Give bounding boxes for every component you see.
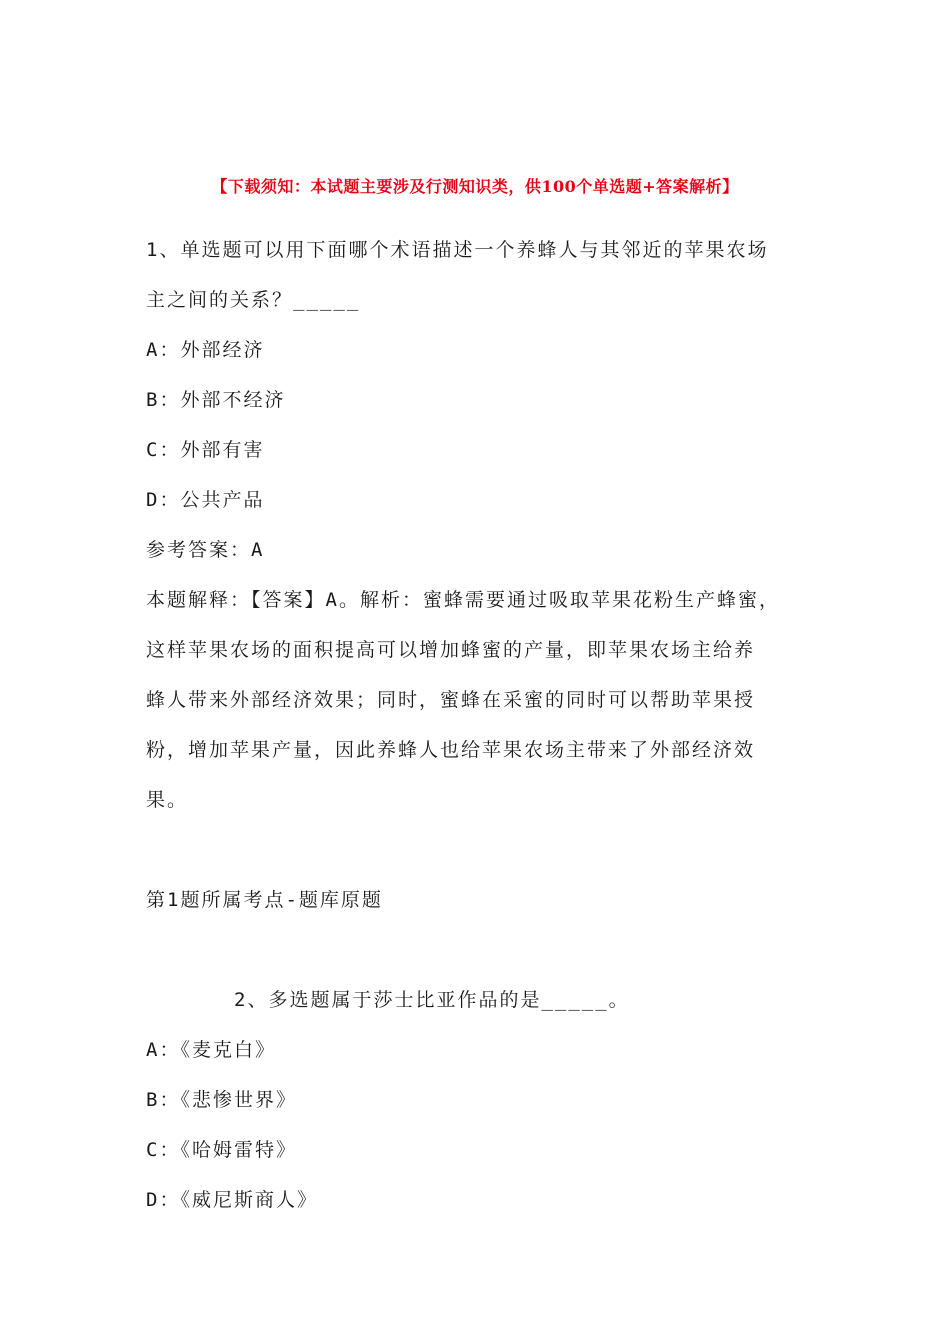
question-2-option-c: C：《哈姆雷特》 [146, 1139, 297, 1161]
question-1-option-b: B：外部不经济 [146, 389, 286, 411]
question-1-explanation-line-2: 这样苹果农场的面积提高可以增加蜂蜜的产量，即苹果农场主给养 [146, 639, 756, 661]
question-2-option-b: B：《悲惨世界》 [146, 1089, 297, 1111]
question-1-explanation-line-3: 蜂人带来外部经济效果；同时，蜜蜂在采蜜的同时可以帮助苹果授 [146, 689, 756, 711]
question-1-option-d: D：公共产品 [146, 489, 265, 511]
question-1 [146, 232, 826, 932]
question-1-answer: 参考答案：A [146, 539, 265, 561]
question-1-stem-line-1: 1、单选题可以用下面哪个术语描述一个养蜂人与其邻近的苹果农场 [146, 239, 769, 261]
spacer [146, 932, 826, 982]
question-1-option-c: C：外部有害 [146, 439, 265, 461]
question-1-explanation-line-1: 本题解释：【答案】A。解析：蜜蜂需要通过吸取苹果花粉生产蜂蜜， [146, 589, 780, 611]
spacer [146, 832, 826, 882]
question-content [146, 232, 826, 1232]
question-2 [146, 982, 826, 1232]
question-2-option-a: A：《麦克白》 [146, 1039, 276, 1061]
question-1-explanation-line-5: 果。 [146, 789, 189, 811]
question-1-explanation-line-4: 粉，增加苹果产量，因此养蜂人也给苹果农场主带来了外部经济效 [146, 739, 756, 761]
question-1-stem-line-2: 主之间的关系？_____ [146, 289, 361, 311]
question-2-option-d: D：《威尼斯商人》 [146, 1189, 318, 1211]
question-2-stem: 2、多选题属于莎士比亚作品的是_____。 [234, 989, 630, 1011]
question-1-option-a: A：外部经济 [146, 339, 265, 361]
download-notice: 【下载须知：本试题主要涉及行测知识类，供100个单选题+答案解析】 [211, 177, 739, 196]
question-1-topic: 第1题所属考点-题库原题 [146, 889, 383, 911]
